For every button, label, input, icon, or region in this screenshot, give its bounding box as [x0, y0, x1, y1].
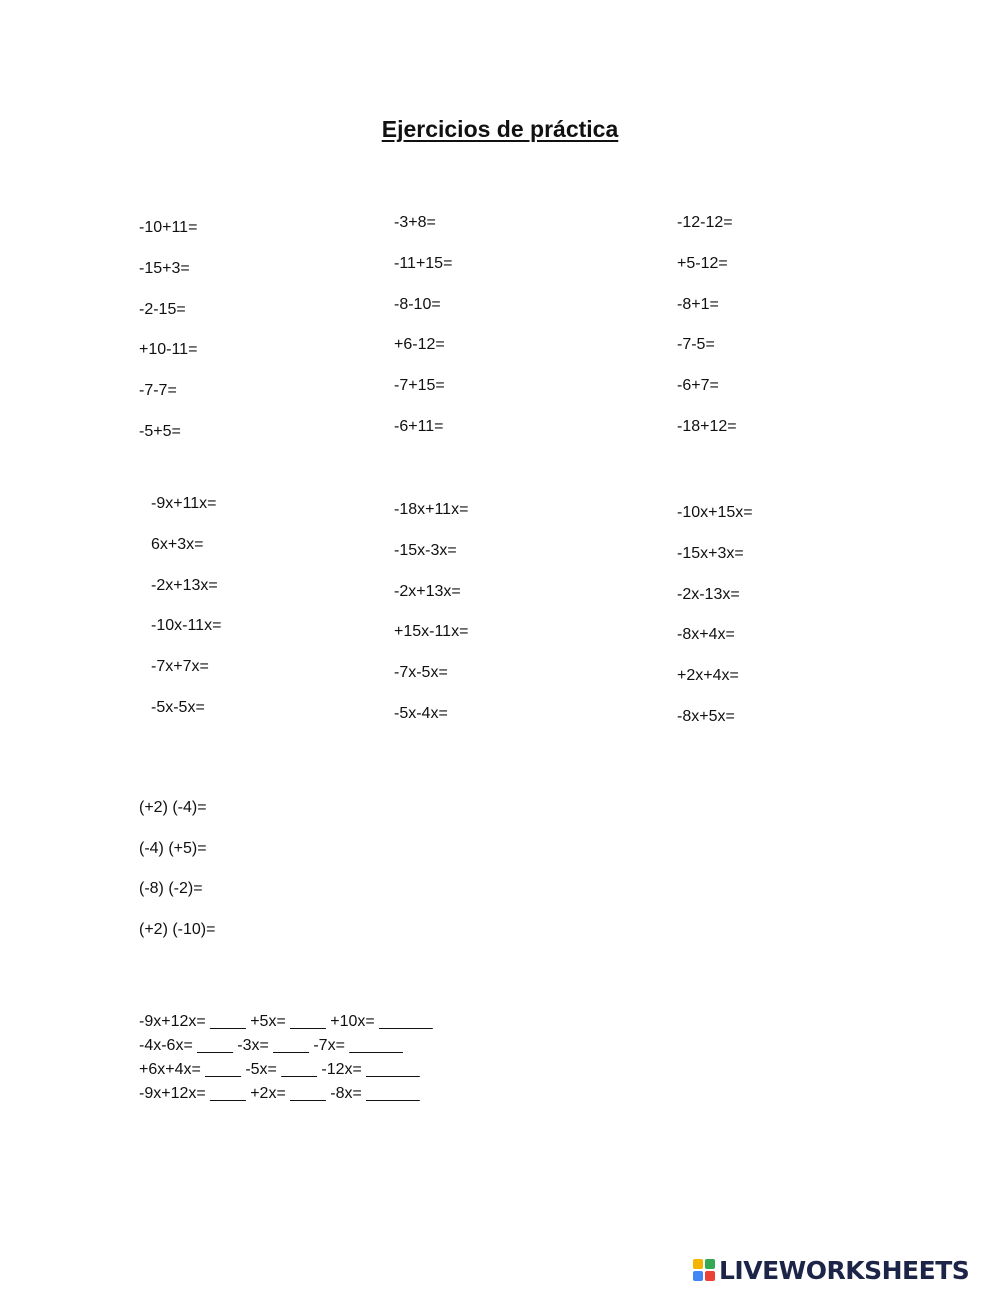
exercise: -7x+7x= — [151, 658, 209, 676]
exercise: (-4) (+5)= — [139, 839, 207, 857]
exercise: (+2) (-10)= — [139, 920, 216, 938]
exercise: -8x+4x= — [677, 626, 735, 644]
exercise: -15+3= — [139, 259, 190, 277]
logo-squares-icon — [693, 1259, 715, 1281]
exercise: -8x+5x= — [677, 707, 735, 725]
addition-column-1 — [139, 218, 197, 463]
exercise: +5-12= — [677, 254, 728, 272]
fill-in-exercises — [139, 1012, 433, 1108]
exercise: -3+8= — [394, 214, 436, 231]
exercise: +10-11= — [139, 341, 198, 359]
fill-in-row: -9x+12x= ____ +5x= ____ +10x= ______ — [139, 1013, 433, 1030]
logo-text: LIVEWORKSHEETS — [719, 1255, 970, 1285]
exercise: -15x-3x= — [394, 541, 457, 559]
exercise: -7-5= — [677, 336, 715, 354]
exercise: -5x-4x= — [394, 704, 448, 722]
exercise: (-8) (-2)= — [139, 880, 203, 897]
addition-column-3 — [677, 213, 737, 458]
exercise: -15x+3x= — [677, 544, 744, 562]
exercise: -6+7= — [677, 377, 719, 395]
algebra-column-2 — [394, 500, 468, 745]
exercise: -18+12= — [677, 417, 737, 435]
exercise: -9x+11x= — [151, 495, 217, 512]
exercise: -10x+15x= — [677, 504, 753, 521]
exercise: -8-10= — [394, 295, 441, 313]
exercise: -2x-13x= — [677, 585, 740, 603]
exercise: -8+1= — [677, 295, 719, 313]
exercise: -7+15= — [394, 377, 445, 395]
fill-in-row: -9x+12x= ____ +2x= ____ -8x= ______ — [139, 1085, 420, 1102]
algebra-column-1 — [151, 494, 221, 739]
exercise: -5+5= — [139, 422, 181, 440]
exercise: -2x+13x= — [394, 582, 461, 600]
exercise: -18x+11x= — [394, 501, 469, 518]
exercise: (+2) (-4)= — [139, 799, 207, 816]
exercise: 6x+3x= — [151, 535, 204, 553]
addition-column-2 — [394, 213, 452, 458]
multiplication-column — [139, 798, 215, 960]
exercise: -6+11= — [394, 417, 444, 435]
exercise: -12-12= — [677, 214, 733, 231]
exercise: +6-12= — [394, 336, 445, 354]
exercise: -5x-5x= — [151, 698, 205, 716]
exercise: -2x+13x= — [151, 576, 218, 594]
liveworksheets-logo — [693, 1254, 993, 1286]
exercise: -7-7= — [139, 382, 177, 400]
exercise: -7x-5x= — [394, 664, 448, 682]
exercise: +15x-11x= — [394, 623, 469, 641]
exercise: -11+15= — [394, 254, 453, 272]
exercise: -10+11= — [139, 219, 198, 236]
exercise: +2x+4x= — [677, 667, 739, 685]
exercise: -10x-11x= — [151, 617, 222, 635]
exercise: -2-15= — [139, 300, 186, 318]
fill-in-row: +6x+4x= ____ -5x= ____ -12x= ______ — [139, 1061, 420, 1078]
page-title: Ejercicios de práctica — [381, 116, 619, 142]
algebra-column-3 — [677, 503, 753, 748]
fill-in-row: -4x-6x= ____ -3x= ____ -7x= ______ — [139, 1037, 403, 1054]
